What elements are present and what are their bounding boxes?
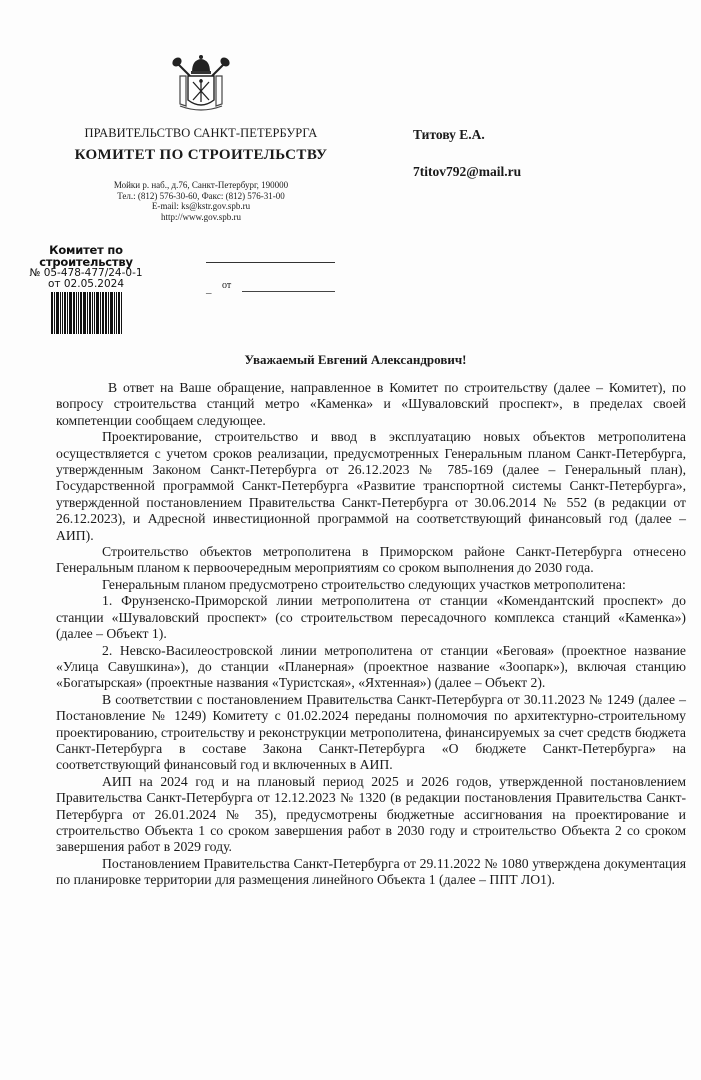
paragraph: Постановлением Правительства Санкт-Петербурга от 29.11.2022 № 1080 утверждена документация по планировке территории для размещения линейного Объекта 1 (далее – ППТ ЛО1). (56, 855, 686, 888)
website-link[interactable]: http://www.gov.spb.ru (160, 211, 242, 222)
addressee-name: Титову Е.А. (413, 127, 485, 142)
barcode-bar (64, 292, 66, 334)
registration-stamp (4, 244, 168, 334)
letter-body (56, 380, 686, 889)
stamp-date: от 02.05.2024 (48, 278, 124, 290)
barcode-bar (102, 292, 104, 334)
address: Мойки р. наб., д.76, Санкт-Петербург, 190000 (113, 180, 289, 190)
barcode-bar (76, 292, 77, 334)
contact-block (70, 180, 332, 222)
stamp-organization: Комитет по строительству (39, 243, 133, 269)
barcode-bar (51, 292, 53, 334)
list-item: 1. Фрунзенско-Приморской линии метрополитена от станции «Комендантский проспект» до станции «Шуваловский проспект» (со строительством пересадочного комплекса станций «Каменка») (далее – Объект 1). (56, 593, 686, 642)
barcode-bar (116, 292, 117, 334)
paragraph: В ответ на Ваше обращение, направленное в Комитет по строительству (далее – Комитет), по вопросу строительства станций метро «Каменка» и «Шуваловский проспект», в пределах своей компетенции сообщаем следующее. (56, 380, 686, 428)
coat-of-arms-icon (168, 50, 234, 116)
barcode-bar (108, 292, 109, 334)
barcode-bar (67, 292, 68, 334)
barcode-bar (110, 292, 113, 334)
barcode-bar (105, 292, 107, 334)
barcode-bar (118, 292, 120, 334)
government-name: ПРАВИТЕЛЬСТВО САНКТ-ПЕТЕРБУРГА (84, 126, 318, 140)
barcode-bar (114, 292, 115, 334)
barcode-bar (87, 292, 88, 334)
paragraph: Строительство объектов метрополитена в Приморском районе Санкт-Петербурга отнесено Генеральным планом к первоочередным мероприятиям со сроком выполнения до 2030 года. (56, 544, 686, 576)
paragraph: Проектирование, строительство и ввод в эксплуатацию новых объектов метрополитена осуществляется с учетом сроков реализации, предусмотренных Генеральным планом Санкт-Петербурга, утвержденным Законом Санкт-Петербурга от 26.12.2023 № 785-169 (далее – Генеральный план), Государственной программой Санкт-Петербурга «Развитие транспортной системы Санкт-Петербурга», утвержденной постановлением Правительства Санкт-Петербурга от 30.06.2014 № 552 (в редакции от 26.12.2023), и Адресной инвестиционной программой на соответствующий финансовый год (далее – АИП). (56, 429, 686, 543)
paragraph: Генеральным планом предусмотрено строительство следующих участков метрополитена: (102, 576, 626, 592)
barcode-bar (100, 292, 101, 334)
barcode-bar (62, 292, 63, 334)
barcode-bar (94, 292, 95, 334)
barcode-icon (40, 292, 132, 334)
reg-from-label: от (222, 280, 232, 291)
addressee-email[interactable]: 7titov792@mail.ru (413, 164, 522, 179)
list-item: 2. Невско-Василеостровской линии метрополитена от станции «Беговая» (проектное название «Улица Савушкина»), до станции «Планерная» (проектное название «Зоопарк»), включая станцию «Богатырская» (проектные названия «Туристская», «Яхтенная») (далее – Объект 2). (56, 642, 686, 691)
barcode-bar (96, 292, 99, 334)
paragraph: АИП на 2024 год и на плановый период 2025 и 2026 годов, утвержденной постановлением Правительства Санкт-Петербурга от 12.12.2023 № 1320 (в редакции постановления Правительства Санкт-Петербурга от 26.01.2024 № 35), предусмотрены бюджетные ассигнования на проектирование и строительство Объекта 1 со сроком завершения работ в 2030 году и строительство Объекта 2 со сроком завершения работ в 2029 году. (56, 773, 686, 855)
barcode-bar (83, 292, 86, 334)
barcode-bar (92, 292, 93, 334)
stamp-number: № 05-478-477/24-0-1 (29, 267, 143, 279)
committee-name: КОМИТЕТ ПО СТРОИТЕЛЬСТВУ (74, 147, 328, 163)
barcode-bar (60, 292, 61, 334)
barcode-bar (121, 292, 122, 334)
email[interactable]: E-mail: ks@kstr.gov.spb.ru (151, 201, 251, 211)
barcode-bar (80, 292, 82, 334)
barcode-bar (73, 292, 75, 334)
phone-fax: Тел.: (812) 576-30-60, Факс: (812) 576-31-00 (117, 190, 285, 201)
reg-date-line (242, 291, 335, 292)
paragraph: В соответствии с постановлением Правительства Санкт-Петербурга от 30.11.2023 № 1249 (далее – Постановление № 1249) Комитету с 01.02.2024 переданы полномочия по архитектурно-строительному проектированию, строительству и реконструкции метрополитена, финансируемых за счет средств бюджета Санкт-Петербурга в составе Закона Санкт-Петербурга «О бюджете Санкт-Петербурга» на соответствующий финансовый год и включенных в АИП. (56, 691, 686, 773)
salutation: Уважаемый Евгений Александрович! (244, 352, 467, 367)
reg-dash: _ (206, 283, 212, 295)
barcode-bar (56, 292, 59, 334)
barcode-bar (69, 292, 72, 334)
reg-number-line (206, 262, 335, 263)
barcode-bar (54, 292, 55, 334)
barcode-bar (78, 292, 79, 334)
barcode-bar (89, 292, 91, 334)
